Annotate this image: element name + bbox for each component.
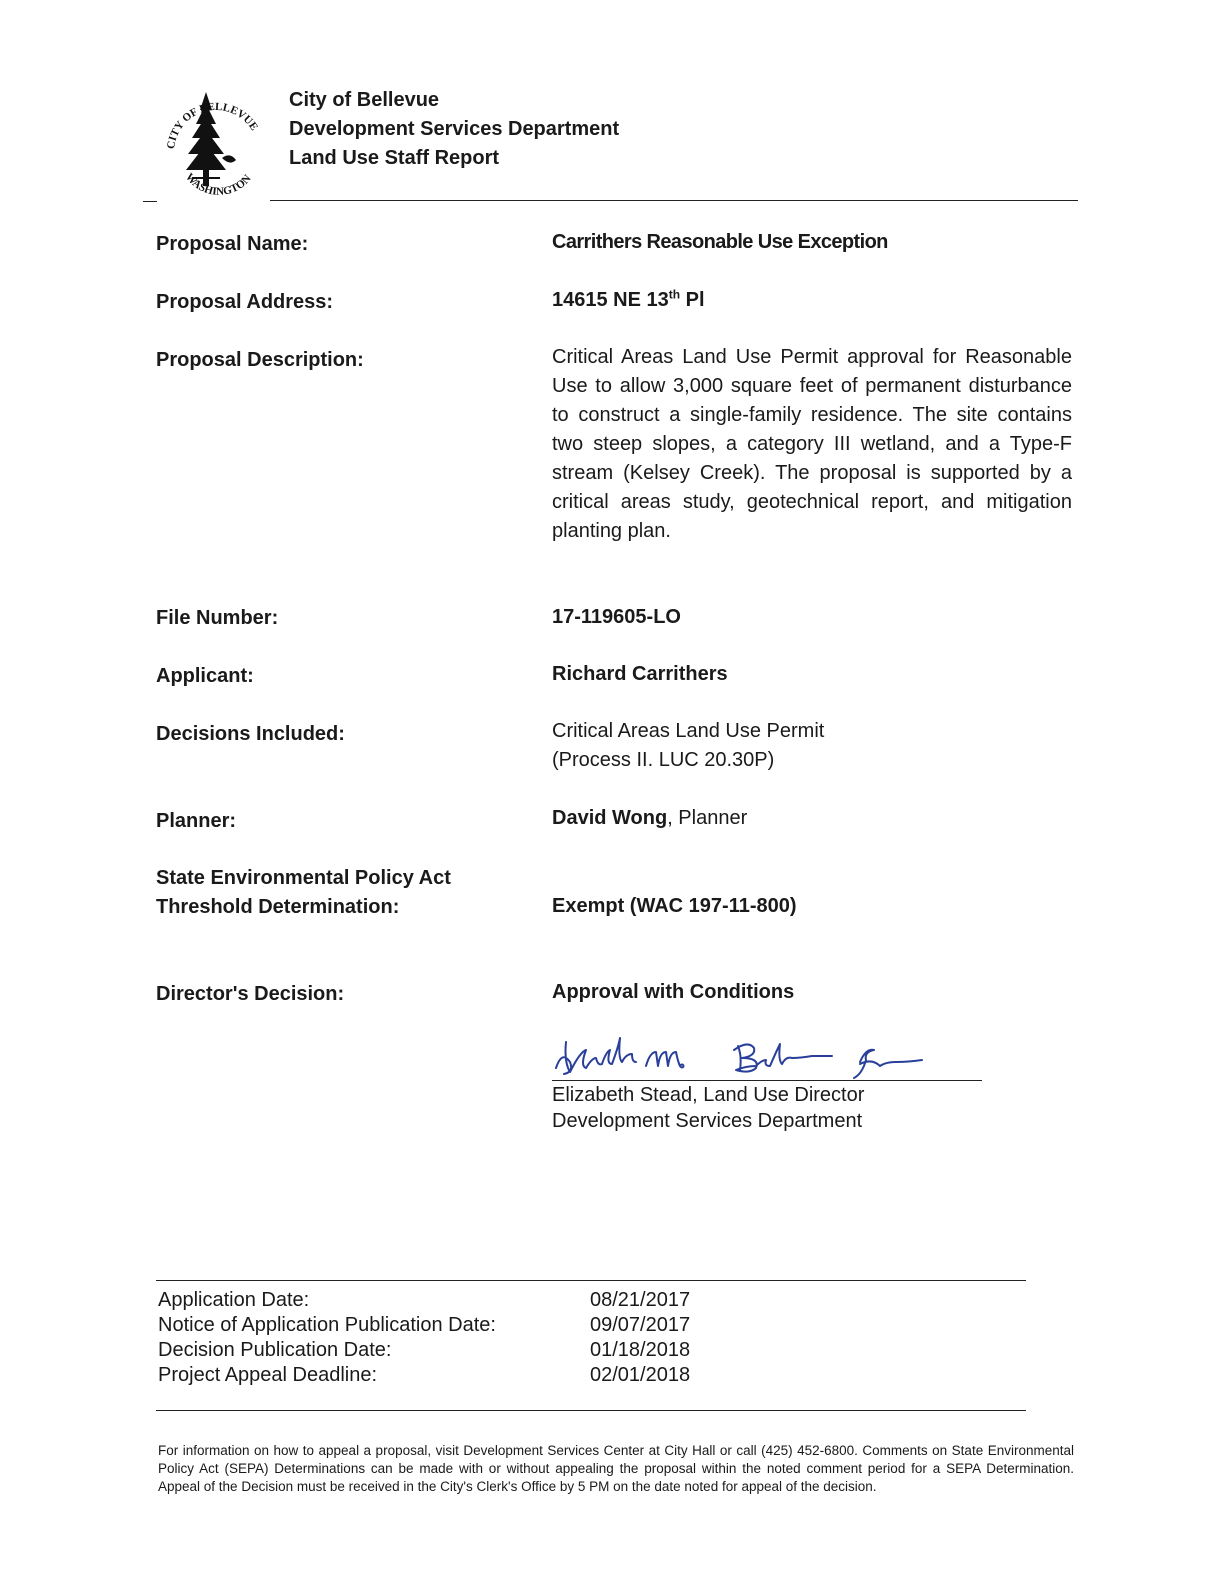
date-label: Decision Publication Date: xyxy=(158,1339,392,1361)
directors-decision-label: Director's Decision: xyxy=(156,983,345,1005)
header-tick-mark xyxy=(143,201,157,202)
header-report-type: Land Use Staff Report xyxy=(289,147,500,169)
date-value: 02/01/2018 xyxy=(590,1364,691,1386)
signer-block xyxy=(552,1082,864,1134)
applicant-label: Applicant: xyxy=(156,665,254,687)
decisions-included-label: Decisions Included: xyxy=(156,723,345,745)
planner-title: , Planner xyxy=(667,807,748,829)
proposal-address-value xyxy=(552,286,705,315)
proposal-name-label: Proposal Name: xyxy=(156,233,309,255)
proposal-description-label: Proposal Description: xyxy=(156,349,364,371)
dates-bottom-rule xyxy=(156,1410,1026,1411)
signer-department: Development Services Department xyxy=(552,1110,863,1132)
file-number-value: 17-119605-LO xyxy=(552,606,681,628)
header-city: City of Bellevue xyxy=(289,89,440,111)
header-divider xyxy=(270,200,1078,201)
date-value: 09/07/2017 xyxy=(590,1314,691,1336)
date-row-notice xyxy=(158,1313,858,1338)
date-label: Notice of Application Publication Date: xyxy=(158,1314,496,1336)
date-row-appeal-deadline xyxy=(158,1363,858,1388)
seal-text-bottom: WASHINGTON xyxy=(182,171,254,198)
planner-label: Planner: xyxy=(156,810,237,832)
proposal-name-value: Carrithers Reasonable Use Exception xyxy=(552,231,888,253)
sepa-label-line2: Threshold Determination: xyxy=(156,896,400,918)
sepa-label xyxy=(156,864,451,922)
date-label: Project Appeal Deadline: xyxy=(158,1364,378,1386)
director-signature xyxy=(548,1028,988,1084)
sepa-value: Exempt (WAC 197-11-800) xyxy=(552,895,797,917)
city-seal-logo xyxy=(160,86,270,204)
file-number-label: File Number: xyxy=(156,607,279,629)
planner-value xyxy=(552,804,747,833)
signature-line xyxy=(552,1080,982,1081)
proposal-address-label: Proposal Address: xyxy=(156,291,334,313)
date-value: 01/18/2018 xyxy=(590,1339,691,1361)
dates-table xyxy=(158,1288,858,1388)
appeal-information-footer: For information on how to appeal a proposal, visit Development Services Center at City Hall or call (425) 452-6800. Comments on State Environmental Policy Act (SEPA) Determinations can be made with or without appealing the proposal within the noted comment period for a SEPA Determination. Appeal of the Decision must be received in the City's Clerk's Office by 5 PM on the date noted for appeal of the decision. xyxy=(158,1443,1074,1494)
report-header xyxy=(289,86,619,173)
applicant-value: Richard Carrithers xyxy=(552,663,728,685)
decisions-included-line1: Critical Areas Land Use Permit xyxy=(552,720,825,742)
decisions-included-line2: (Process II. LUC 20.30P) xyxy=(552,749,775,771)
decisions-included-value xyxy=(552,717,824,775)
dates-top-rule xyxy=(156,1280,1026,1281)
address-suffix: Pl xyxy=(680,289,705,311)
seal-text-top: CITY OF BELLEVUE xyxy=(165,100,261,150)
directors-decision-value: Approval with Conditions xyxy=(552,981,795,1003)
date-value: 08/21/2017 xyxy=(590,1289,691,1311)
sepa-label-line1: State Environmental Policy Act xyxy=(156,867,451,889)
header-department: Development Services Department xyxy=(289,118,620,140)
svg-text:WASHINGTON xyxy=(183,171,254,198)
date-row-application xyxy=(158,1288,858,1313)
date-label: Application Date: xyxy=(158,1289,310,1311)
proposal-description-value: Critical Areas Land Use Permit approval for Reasonable Use to allow 3,000 square feet of permanent disturbance to construct a single-family residence. The site contains two steep slopes, a category III wetland, and a Type-F stream (Kelsey Creek). The proposal is supported by a critical areas study, geotechnical report, and mitigation planting plan. xyxy=(552,346,1072,542)
address-street: 14615 NE 13 xyxy=(552,289,669,311)
signer-name: Elizabeth Stead, Land Use Director xyxy=(552,1084,865,1106)
planner-name: David Wong xyxy=(552,807,668,829)
date-row-decision xyxy=(158,1338,858,1363)
address-ordinal: th xyxy=(668,287,681,302)
